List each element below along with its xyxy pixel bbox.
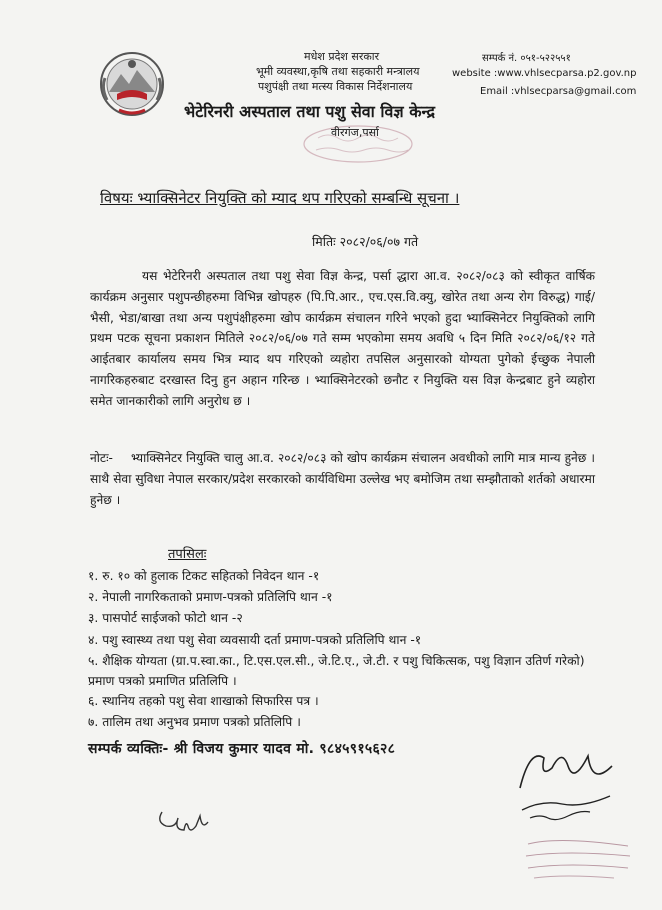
office-city: वीरगंज,पर्सा (331, 126, 379, 139)
letterhead-province: मधेश प्रदेश सरकार (304, 50, 380, 63)
letterhead-directorate: पशुपंक्षी तथा मत्स्य विकास निर्देशनालय (258, 80, 413, 93)
list-item: ७. तालिम तथा अनुभव प्रमाण पत्रको प्रतिलिपि । (88, 715, 301, 730)
list-item: ५. शैक्षिक योग्यता (ग्रा.प.स्वा.का., टि.एस.एल.सी., जे.टि.ए., जे.टी. र पशु चिकित्सक, पशु विज्ञान उतिर्ण गरेको) प्रमाण पत्रको प्रमाणित प्रतिलिपि । (88, 653, 585, 688)
notice-body: यस भेटेरिनरी अस्पताल तथा पशु सेवा विज्ञ केन्द्र, पर्सा द्धारा आ.व. २०८२/०८३ को स्वीकृत वार्षिक कार्यक्रम अनुसार पशुपन्छीहरुमा विभिन्न खोपहरु (पि.पि.आर., एच.एस.वि.क्यु, खोरेत तथा अन्य रोग विरुद्ध) गाई/भैसी, भेडा/बाखा तथा अन्य पशुपंक्षीहरुमा खोप कार्यक्रम संचालन गरिने भएको हुदा भ्याक्सिनेटर नियुक्तिको लागि प्रथम पटक सूचना प्रकाशन मितिले २०८२/०६/०७ गते सम्म भएकोमा समय अवधि ५ दिन मिति २०८२/०६/१२ गते आईतबार कार्यालय समय भित्र म्याद थप गरिएको व्यहोरा तपसिल अनुसारको योग्यता पुगेको ईच्छुक नेपाली नागरिकहरुबाट दरखास्त दिनु हुन अहान गरिन्छ । भ्याक्सिनेटरको छनौट र नियुक्ति यस विज्ञ केन्द्रबाट हुने व्यहोरा समेत जानकारीको लागि अनुरोध छ । (90, 269, 595, 408)
note-label: नोटः- (90, 451, 113, 465)
signature-right (510, 738, 618, 828)
letterhead-ministry: भूमी व्यवस्था,कृषि तथा सहकारी मन्त्रालय (256, 65, 420, 78)
list-title: तपसिलः (168, 547, 207, 562)
requirements-list (88, 566, 588, 733)
letterhead-website: website :www.vhlsecparsa.p2.gov.np (452, 68, 637, 79)
notice-subject: विषयः भ्याक्सिनेटर नियुक्ति को म्याद थप गरिएको सम्बन्धि सूचना । (100, 189, 460, 207)
nepal-government-emblem (97, 48, 167, 118)
list-item: ३. पासपोर्ट साईजको फोटो थान -२ (88, 611, 243, 626)
official-stamp (520, 830, 636, 886)
list-item: १. रु. १० को हुलाक टिकट सहितको निवेदन थान -१ (88, 569, 320, 583)
note-text: भ्याक्सिनेटर नियुक्ति चालु आ.व. २०८२/०८३ को खोप कार्यक्रम संचालन अवधीको लागि मात्र मान्य हुनेछ । साथै सेवा सुविधा नेपाल सरकार/प्रदेश सरकारको कार्यविधिमा उल्लेख भए बमोजिम तथा सम्झौताको शर्तको अधारमा हुनेछ । (90, 451, 595, 507)
list-item: ६. स्थानिय तहको पशु सेवा शाखाको सिफारिस पत्र । (88, 693, 319, 708)
letterhead-phone: सम्पर्क नं. ०५१-५२२५५१ (482, 53, 571, 64)
signature-left (154, 798, 216, 836)
contact-person: सम्पर्क व्यक्तिः- श्री विजय कुमार यादव मो. ९८४५९१५६२८ (88, 741, 396, 757)
list-item: २. नेपाली नागरिकताको प्रमाण-पत्रको प्रतिलिपि थान -१ (88, 590, 333, 605)
notice-date: मितिः २०८२/०६/०७ गते (312, 234, 419, 249)
office-title: भेटेरिनरी अस्पताल तथा पशु सेवा विज्ञ केन्द्र (184, 102, 435, 121)
list-item: ४. पशु स्वास्थ्य तथा पशु सेवा व्यवसायी दर्ता प्रमाण-पत्रको प्रतिलिपि थान -१ (88, 632, 422, 647)
letterhead-email: Email :vhlsecparsa@gmail.com (480, 86, 637, 97)
notice-note (90, 448, 595, 511)
